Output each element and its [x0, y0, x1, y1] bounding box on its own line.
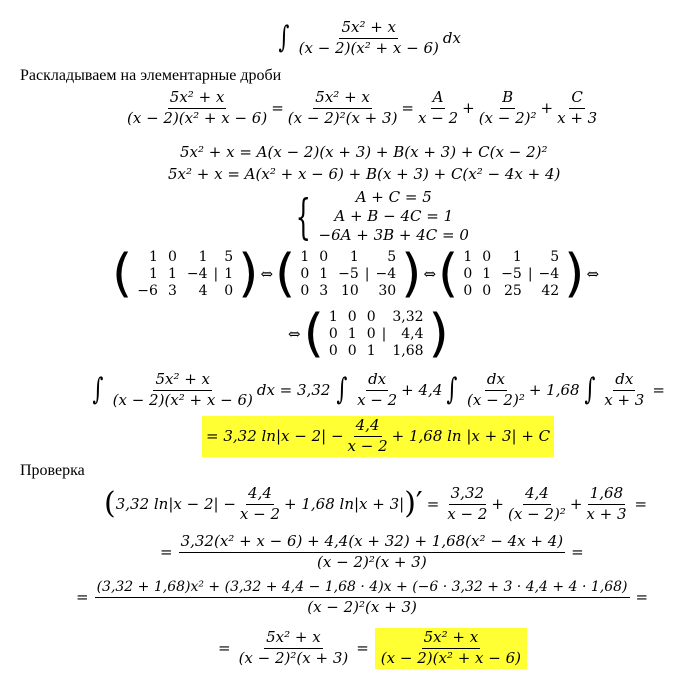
- decomp-a-num: A: [431, 90, 446, 109]
- answer-fraction: [346, 418, 390, 455]
- matrix-separator: [527, 283, 534, 300]
- matrix-cell: 3: [167, 283, 177, 300]
- matrix-bracket: (: [438, 244, 459, 304]
- matrix-3: [438, 244, 585, 304]
- decomp-mid-den: (x − 2)²(x + 3): [287, 108, 398, 127]
- matrix-cell: 1: [319, 265, 329, 282]
- integral-sign: ∫: [336, 372, 348, 408]
- check-r1-num: 3,32: [449, 486, 486, 505]
- check-r2-den: (x − 2)²: [507, 504, 566, 523]
- decomp-c-den: x + 3: [557, 108, 598, 127]
- check-line-4: [218, 628, 529, 669]
- system-brace: {: [295, 188, 311, 245]
- matrix-cell: 4,4: [401, 325, 424, 342]
- matrix-cell: 1: [198, 248, 208, 265]
- ir-dx-eq: dx = 3,32: [256, 380, 331, 399]
- system-eq-1: A + C = 5: [355, 188, 432, 206]
- eq-sign: =: [76, 588, 89, 607]
- matrix-cell: 5: [550, 248, 560, 265]
- ir-term2: [465, 372, 527, 409]
- integral-result-line: [90, 372, 665, 409]
- matrix-cell: 25: [503, 283, 522, 300]
- matrix-separator: |: [527, 265, 533, 282]
- matrix-cell: 4: [198, 283, 208, 300]
- plus-sign: +: [462, 98, 475, 117]
- decomp-c-fraction: [555, 90, 599, 127]
- check-lparen: (: [104, 486, 116, 522]
- matrix-cell: −4: [538, 265, 560, 282]
- matrix-final-row: [288, 304, 449, 364]
- matrix-separator: [381, 308, 388, 325]
- matrix-separator: |: [213, 265, 219, 282]
- matrix-bracket: (: [303, 304, 324, 364]
- ir-coef2: + 4,4: [401, 380, 443, 399]
- check-final-fraction: [375, 628, 527, 669]
- equiv-sign: ⇔: [288, 324, 301, 343]
- decomposition-line: [123, 90, 601, 127]
- matrix-bracket: (: [275, 244, 296, 304]
- matrix-cell: −6: [137, 283, 158, 300]
- integrand-dx: dx: [442, 28, 461, 47]
- check-r3-den: x + 3: [586, 504, 627, 523]
- matrix-cell: −4: [186, 265, 208, 282]
- matrix-cell: −4: [375, 265, 397, 282]
- matrix-separator: [213, 248, 220, 265]
- matrix-cell: 1: [328, 308, 338, 325]
- decomp-a-den: x − 2: [418, 108, 459, 127]
- system-eq-3: −6A + 3B + 4C = 0: [318, 226, 469, 244]
- check-r1: [445, 486, 489, 523]
- integrand-denominator: (x − 2)(x² + x − 6): [298, 38, 439, 57]
- ir-t3-den: x + 3: [604, 390, 645, 409]
- matrix-bracket: ): [564, 244, 585, 304]
- matrix-separator: [364, 248, 371, 265]
- ir-term1: [355, 372, 399, 409]
- answer-box: [202, 416, 554, 457]
- integrand-numerator: 5x² + x: [339, 20, 398, 39]
- check-line3-den: (x − 2)²(x + 3): [307, 597, 417, 616]
- equiv-sign: ⇔: [586, 264, 600, 283]
- decomp-a-fraction: [416, 90, 460, 127]
- matrix-cell: 1: [347, 325, 357, 342]
- check-r2-num: 4,4: [523, 486, 551, 505]
- eq-sign: =: [271, 98, 284, 117]
- matrix-cell: 0: [463, 283, 473, 300]
- ir-t2-num: dx: [485, 372, 507, 391]
- matrix-cell: 1,68: [392, 343, 424, 360]
- matrix-cell: 5: [387, 248, 397, 265]
- ir-t3-num: dx: [613, 372, 635, 391]
- matrix-cell: 1: [149, 248, 158, 265]
- check-f-den: x − 2: [239, 504, 281, 523]
- decomp-b-num: B: [500, 90, 515, 109]
- eq-sign: =: [652, 380, 665, 399]
- matrix-cell: 3: [319, 283, 329, 300]
- matrix-cell: 0: [224, 283, 234, 300]
- matrix-separator: [381, 343, 388, 360]
- check-p1: 3,32 ln|x − 2| −: [115, 494, 236, 513]
- matrix-cell: 0: [328, 343, 338, 360]
- check-line3-num: (3,32 + 1,68)x² + (3,32 + 4,4 − 1,68 · 4)x + (−6 · 3,32 + 3 · 4,4 + 4 · 1,68): [95, 580, 630, 598]
- answer-frac-den: x − 2: [347, 436, 388, 455]
- check-fraction: [238, 486, 282, 523]
- matrix-cell: 1: [463, 248, 473, 265]
- eq-sign: =: [426, 494, 440, 513]
- matrix-cell: 0: [347, 308, 357, 325]
- answer-part1: = 3,32 ln|x − 2| −: [206, 426, 344, 445]
- check-f-num: 4,4: [246, 486, 274, 505]
- matrix-cell: 1: [167, 265, 177, 282]
- matrix-separator: [527, 248, 534, 265]
- integral-sign: ∫: [446, 372, 458, 408]
- integral-sign: ∫: [278, 20, 290, 56]
- plus-sign: +: [491, 494, 504, 513]
- check-line2-fraction: [179, 534, 566, 571]
- matrix-cell: 1: [512, 248, 522, 265]
- matrix-cell: 1: [300, 248, 310, 265]
- matrix-cell: −5: [501, 265, 522, 282]
- eq-sign: =: [401, 98, 414, 117]
- matrix-cell: 0: [328, 325, 338, 342]
- plus-sign: +: [569, 494, 583, 513]
- ir-t2-den: (x − 2)²: [467, 390, 525, 409]
- eq-sign: =: [160, 542, 173, 561]
- matrix-separator: [213, 283, 220, 300]
- check-r3: [584, 486, 628, 523]
- decomp-c-num: C: [569, 90, 584, 109]
- heading-check: Проверка: [20, 462, 85, 479]
- matrix-cell: 42: [541, 283, 560, 300]
- ir-coef3: + 1,68: [528, 380, 580, 399]
- check-line-2: [160, 534, 584, 571]
- matrix-cell: 10: [340, 283, 359, 300]
- matrix-cell: 0: [482, 283, 492, 300]
- check-rparen: )′: [404, 486, 423, 522]
- matrix-separator: [364, 283, 371, 300]
- integrand-fraction: [297, 20, 441, 57]
- matrix-table: [324, 308, 429, 360]
- matrix-1: [112, 244, 259, 304]
- matrix-bracket: ): [401, 244, 422, 304]
- eq-sign: =: [218, 638, 231, 657]
- matrix-bracket: ): [428, 304, 449, 364]
- ir-num: 5x² + x: [153, 372, 212, 391]
- eq-sign: =: [634, 494, 648, 513]
- plus-sign: +: [540, 98, 554, 117]
- check-line4-num: 5x² + x: [264, 630, 323, 649]
- matrix-cell: 1: [149, 265, 158, 282]
- eq-sign: =: [635, 588, 649, 607]
- equiv-sign: ⇔: [260, 264, 274, 283]
- ir-den: (x − 2)(x² + x − 6): [112, 390, 253, 409]
- matrix-separator: |: [381, 325, 387, 342]
- system-eq-2: A + B − 4C = 1: [334, 207, 454, 225]
- identity-line-2: 5x² + x = A(x² + x − 6) + B(x + 3) + C(x² − 4x + 4): [168, 165, 561, 183]
- check-line-3: [76, 580, 648, 615]
- decomp-mid-num: 5x² + x: [313, 90, 372, 109]
- matrix-cell: 0: [300, 265, 310, 282]
- matrix-cell: 1: [482, 265, 492, 282]
- heading-decompose: Раскладываем на элементарные дроби: [20, 67, 282, 84]
- matrix-cell: −5: [338, 265, 359, 282]
- check-line2-num: 3,32(x² + x − 6) + 4,4(x + 32) + 1,68(x² − 4x + 4): [179, 534, 566, 553]
- system-lines: [319, 188, 469, 245]
- check-r1-den: x − 2: [447, 504, 488, 523]
- matrix-2: [275, 244, 422, 304]
- eq-sign: =: [571, 542, 584, 561]
- identity-line-1: 5x² + x = A(x − 2)(x + 3) + B(x + 3) + C(x − 2)²: [180, 143, 548, 161]
- matrix-bracket: ): [238, 244, 259, 304]
- matrix-bracket: (: [112, 244, 133, 304]
- matrix-cell: 1: [366, 343, 376, 360]
- ir-t1-num: dx: [366, 372, 388, 391]
- check-line4-den: (x − 2)²(x + 3): [238, 648, 349, 667]
- equation-system: [288, 188, 469, 245]
- matrix-cell: 0: [366, 325, 376, 342]
- matrix-table: [458, 248, 564, 300]
- eq-sign: =: [356, 638, 369, 657]
- integral-sign: ∫: [92, 372, 104, 408]
- matrix-cell: 5: [224, 248, 234, 265]
- integral-sign: ∫: [583, 372, 595, 408]
- decomp-lhs-den: (x − 2)(x² + x − 6): [127, 108, 268, 127]
- matrix-4: [303, 304, 449, 364]
- check-final-den: (x − 2)(x² + x − 6): [380, 648, 521, 667]
- matrix-table: [295, 248, 401, 300]
- check-final-num: 5x² + x: [422, 630, 481, 649]
- ir-term3: [602, 372, 646, 409]
- matrix-cell: 1: [349, 248, 359, 265]
- ir-integrand: [111, 372, 255, 409]
- matrix-cell: 0: [319, 248, 329, 265]
- matrix-cell: 30: [378, 283, 397, 300]
- check-line4-fraction: [237, 630, 351, 667]
- matrix-separator: |: [364, 265, 370, 282]
- integral-header: [276, 20, 461, 57]
- matrix-cell: 0: [482, 248, 492, 265]
- decomp-lhs-fraction: [125, 90, 269, 127]
- check-r3-num: 1,68: [588, 486, 625, 505]
- decomp-b-den: (x − 2)²: [478, 108, 537, 127]
- check-p2: + 1,68 ln|x + 3|: [284, 494, 405, 513]
- matrix-cell: 3,32: [392, 308, 424, 325]
- check-line-1: [104, 486, 647, 523]
- matrix-table: [132, 248, 238, 300]
- check-r2: [506, 486, 568, 523]
- check-line2-den: (x − 2)²(x + 3): [317, 552, 427, 571]
- check-line3-fraction: [95, 580, 630, 615]
- ir-t1-den: x − 2: [357, 390, 398, 409]
- decomp-mid-fraction: [286, 90, 400, 127]
- matrix-cell: 0: [300, 283, 310, 300]
- decomp-b-fraction: [477, 90, 539, 127]
- matrix-cell: 0: [366, 308, 376, 325]
- answer-frac-num: 4,4: [354, 418, 382, 437]
- equiv-sign: ⇔: [423, 264, 437, 283]
- decomp-lhs-num: 5x² + x: [168, 90, 227, 109]
- matrix-cell: 0: [167, 248, 177, 265]
- matrix-cell: 0: [347, 343, 357, 360]
- matrix-cell: 1: [224, 265, 234, 282]
- matrix-cell: 0: [463, 265, 473, 282]
- matrices-row: [112, 244, 601, 304]
- answer-part2: + 1,68 ln |x + 3| + C: [391, 426, 551, 445]
